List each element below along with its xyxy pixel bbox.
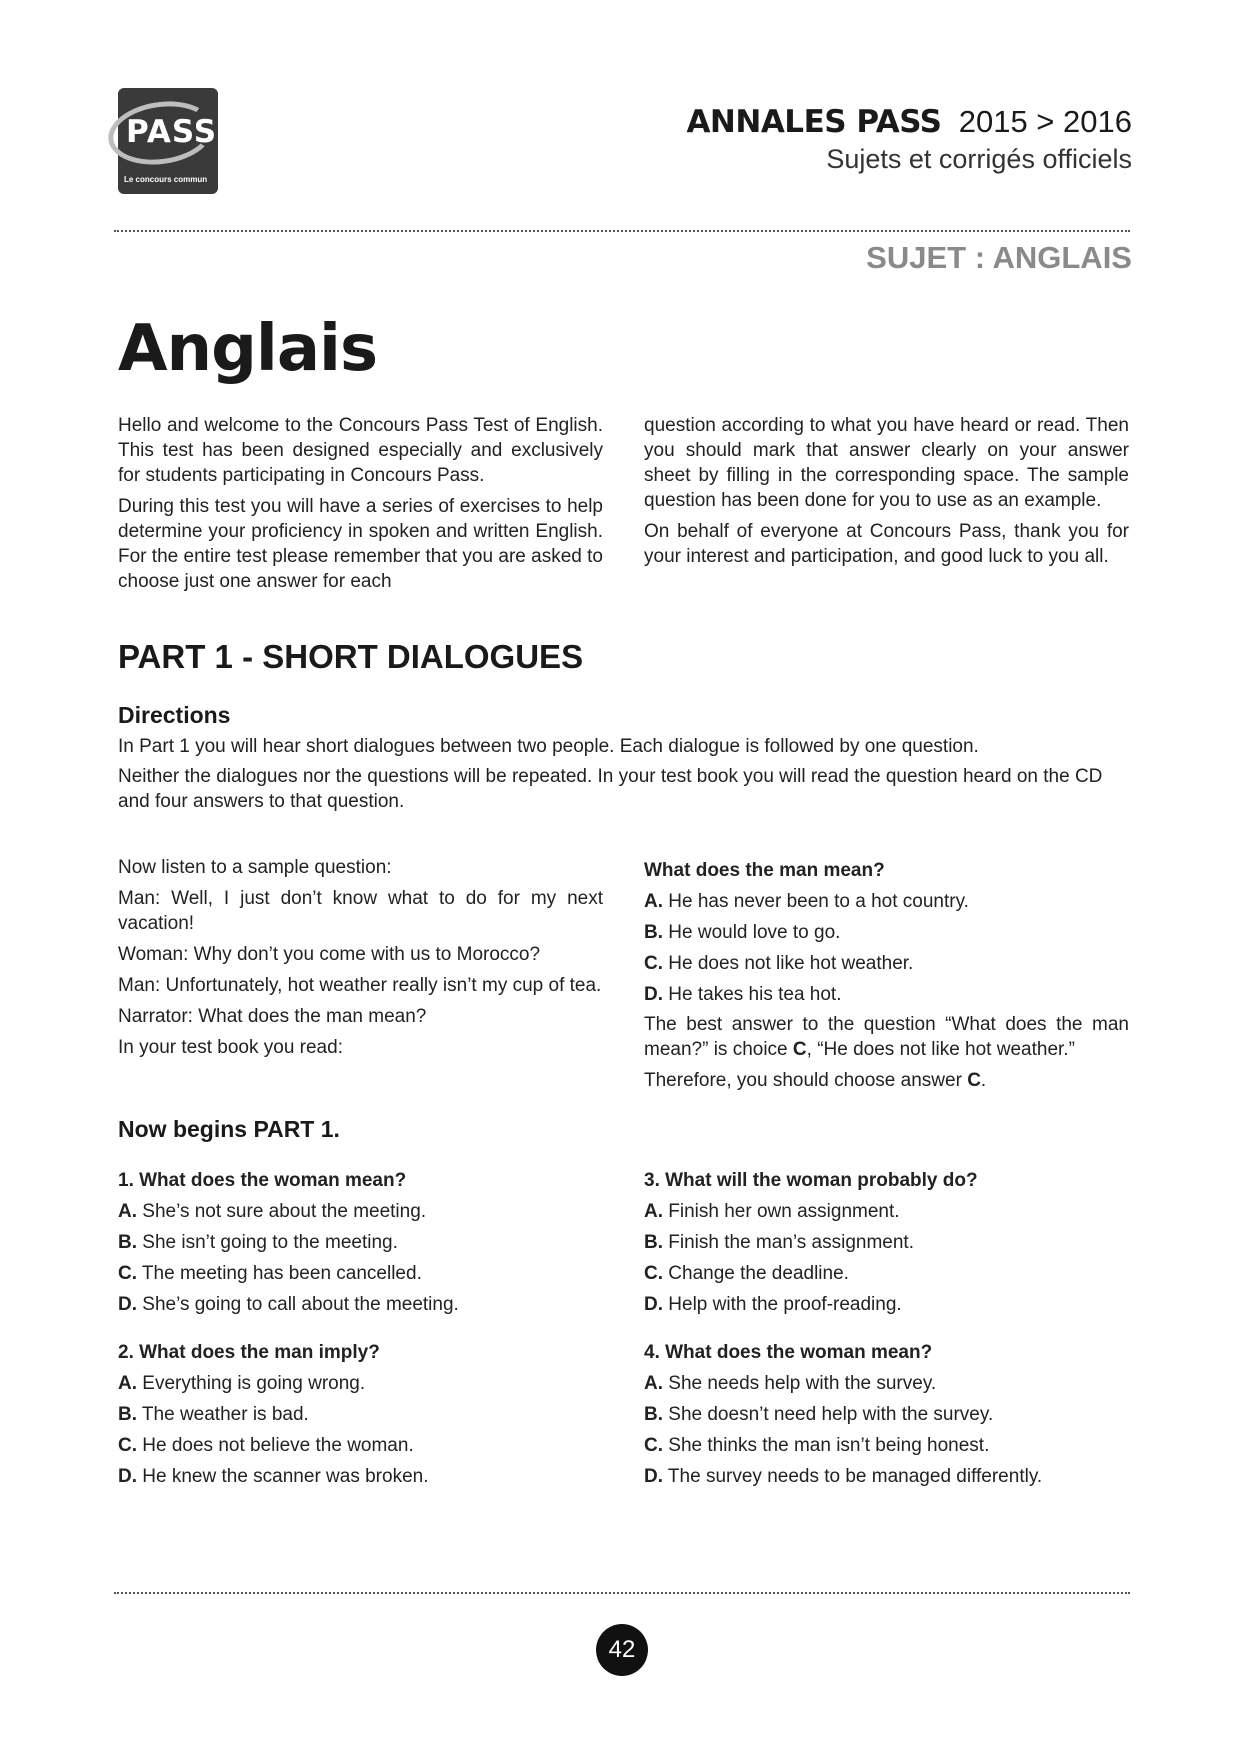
directions-text [118, 734, 1128, 819]
option-text: Everything is going wrong. [137, 1373, 366, 1394]
explanation-text: The best answer to the question “What does the man mean?” is choice [644, 1014, 1129, 1060]
sample-option [644, 917, 1129, 948]
sample-option [644, 948, 1129, 979]
pass-logo [118, 88, 218, 194]
part1-heading: PART 1 - SHORT DIALOGUES [118, 638, 584, 675]
option-text: The weather is bad. [137, 1404, 309, 1425]
question-option [644, 1227, 1144, 1258]
option-text: The survey needs to be managed differently. [663, 1466, 1043, 1487]
question-option [118, 1368, 618, 1399]
intro-left-column [118, 413, 603, 600]
option-letter: B. [644, 1232, 663, 1253]
divider-bottom [114, 1592, 1130, 1594]
directions-paragraph: In Part 1 you will hear short dialogues between two people. Each dialogue is followed by one question. [118, 736, 979, 757]
question-2 [118, 1337, 618, 1492]
question-option [118, 1461, 618, 1492]
sample-option [644, 886, 1129, 917]
option-letter: D. [118, 1294, 137, 1315]
option-letter: D. [644, 1294, 663, 1315]
explanation-choice: C [792, 1039, 807, 1060]
option-text: Change the deadline. [663, 1263, 849, 1284]
question-option [644, 1196, 1144, 1227]
option-text: The meeting has been cancelled. [137, 1263, 422, 1284]
option-letter: B. [118, 1232, 137, 1253]
question-option [118, 1258, 618, 1289]
sample-line: In your test book you read: [118, 1037, 343, 1058]
question-option [118, 1399, 618, 1430]
option-text: She’s going to call about the meeting. [137, 1294, 459, 1315]
option-text: She’s not sure about the meeting. [137, 1201, 427, 1222]
header-subtitle: Sujets et corrigés officiels [826, 144, 1132, 174]
final-choice: C [967, 1070, 981, 1091]
question-title: 3. What will the woman probably do? [644, 1170, 978, 1191]
option-letter: D. [118, 1466, 137, 1487]
intro-paragraph: During this test you will have a series of exercises to help determine your proficiency in spoken and written English. For the entire test please remember that you are asked to choose just one answer for each [118, 496, 603, 592]
option-text: She needs help with the survey. [663, 1373, 937, 1394]
intro-right-column [644, 413, 1129, 575]
option-text: Help with the proof-reading. [663, 1294, 902, 1315]
option-text: Finish her own assignment. [663, 1201, 900, 1222]
sample-line: Narrator: What does the man mean? [118, 1006, 427, 1027]
sample-final [644, 1068, 1129, 1093]
question-option [644, 1461, 1144, 1492]
question-option [118, 1227, 618, 1258]
divider-top [114, 230, 1130, 232]
option-letter: C. [118, 1435, 137, 1456]
option-letter: A. [118, 1373, 137, 1394]
series-years: 2015 > 2016 [958, 104, 1132, 139]
header-series [686, 104, 1132, 140]
question-option [118, 1430, 618, 1461]
page-title: Anglais [118, 312, 378, 386]
option-text: She thinks the man isn’t being honest. [663, 1435, 990, 1456]
question-title: 4. What does the woman mean? [644, 1342, 933, 1363]
logo-tagline: Le concours commun [124, 175, 208, 184]
question-option [644, 1289, 1144, 1320]
sample-line: Man: Well, I just don’t know what to do for my next vacation! [118, 888, 603, 934]
question-option [644, 1368, 1144, 1399]
question-title: 2. What does the man imply? [118, 1342, 380, 1363]
sample-option [644, 979, 1129, 1010]
option-letter: C. [118, 1263, 137, 1284]
directions-paragraph: Neither the dialogues nor the questions will be repeated. In your test book you will read the question heard on the CD and four answers to that question. [118, 766, 1103, 812]
option-letter: C. [644, 953, 663, 974]
sample-dialogue [118, 855, 603, 1066]
option-text: He has never been to a hot country. [663, 891, 969, 912]
sample-answers [644, 855, 1129, 1099]
option-letter: C. [644, 1263, 663, 1284]
sample-line: Man: Unfortunately, hot weather really isn’t my cup of tea. [118, 975, 602, 996]
option-letter: A. [118, 1201, 137, 1222]
option-letter: A. [644, 1201, 663, 1222]
option-text: He knew the scanner was broken. [137, 1466, 429, 1487]
sample-line: Woman: Why don’t you come with us to Morocco? [118, 944, 541, 965]
series-label: ANNALES PASS [686, 104, 942, 140]
begins-heading: Now begins PART 1. [118, 1116, 340, 1142]
option-letter: C. [644, 1435, 663, 1456]
explanation-text: , “He does not like hot weather.” [806, 1039, 1075, 1060]
intro-paragraph: On behalf of everyone at Concours Pass, thank you for your interest and participation, and good luck to you all. [644, 521, 1129, 567]
option-letter: B. [644, 1404, 663, 1425]
question-option [118, 1196, 618, 1227]
question-option [644, 1258, 1144, 1289]
directions-heading: Directions [118, 702, 231, 728]
sample-explanation [644, 1012, 1129, 1062]
option-text: He does not like hot weather. [663, 953, 914, 974]
option-letter: D. [644, 984, 663, 1005]
question-1 [118, 1165, 618, 1320]
option-letter: B. [644, 922, 663, 943]
option-text: He does not believe the woman. [137, 1435, 414, 1456]
option-text: He takes his tea hot. [663, 984, 842, 1005]
question-option [644, 1430, 1144, 1461]
sample-question: What does the man mean? [644, 860, 885, 881]
option-letter: A. [644, 1373, 663, 1394]
option-text: She doesn’t need help with the survey. [663, 1404, 994, 1425]
final-text: Therefore, you should choose answer [644, 1070, 968, 1091]
logo-word: PASS [126, 114, 218, 150]
sample-line: Now listen to a sample question: [118, 857, 392, 878]
intro-paragraph: Hello and welcome to the Concours Pass Test of English. This test has been designed especially and exclusively for students participating in Concours Pass. [118, 415, 603, 486]
question-3 [644, 1165, 1144, 1320]
page-number: 42 [596, 1624, 648, 1676]
option-letter: D. [644, 1466, 663, 1487]
option-text: Finish the man’s assignment. [663, 1232, 914, 1253]
intro-paragraph: question according to what you have heard or read. Then you should mark that answer clearly on your answer sheet by filling in the corresponding space. The sample question has been done for you to use as an example. [644, 415, 1129, 511]
question-option [644, 1399, 1144, 1430]
option-letter: A. [644, 891, 663, 912]
option-text: She isn’t going to the meeting. [137, 1232, 398, 1253]
subject-label: SUJET : ANGLAIS [866, 240, 1132, 275]
final-text: . [980, 1070, 987, 1091]
option-letter: B. [118, 1404, 137, 1425]
question-option [118, 1289, 618, 1320]
question-4 [644, 1337, 1144, 1492]
question-title: 1. What does the woman mean? [118, 1170, 407, 1191]
option-text: He would love to go. [663, 922, 841, 943]
